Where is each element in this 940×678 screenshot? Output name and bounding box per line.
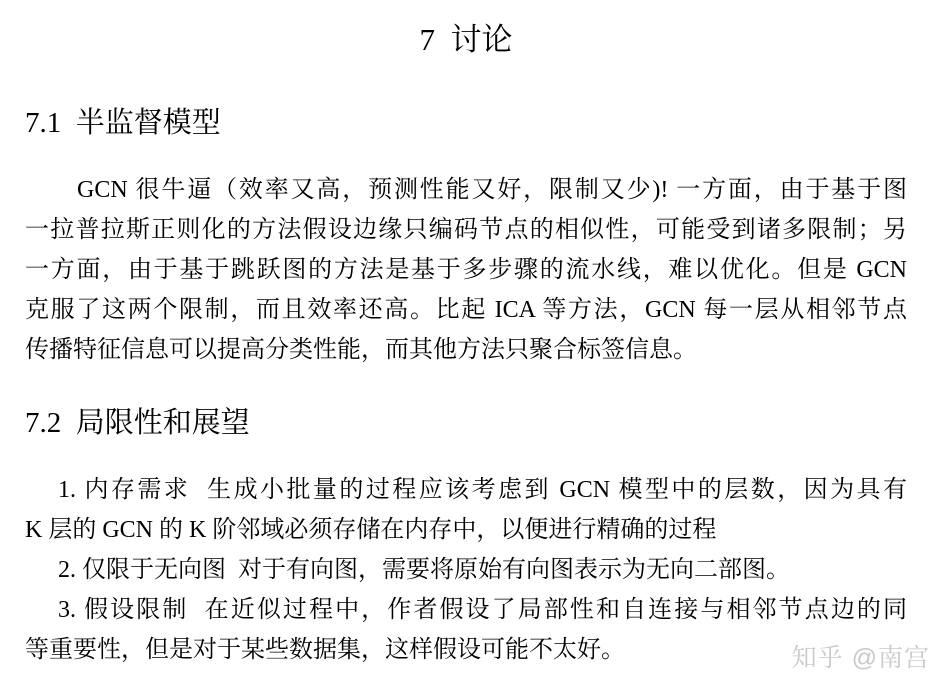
paragraph-semi-supervised xyxy=(25,170,907,370)
text-line: 1. 内存需求 生成小批量的过程应该考虑到 GCN 模型中的层数，因为具有 xyxy=(58,477,907,503)
text-line: 一方面，由于基于跳跃图的方法是基于多步骤的流水线，难以优化。但是 GCN xyxy=(25,257,907,283)
text-line: 克服了这两个限制，而且效率还高。比起 ICA 等方法，GCN 每一层从相邻节点 xyxy=(25,297,907,323)
text-line: 2. 仅限于无向图 对于有向图，需要将原始有向图表示为无向二部图。 xyxy=(58,557,790,583)
text-line: 传播特征信息可以提高分类性能，而其他方法只聚合标签信息。 xyxy=(25,337,697,363)
section-heading-7-1: 7.1 半监督模型 xyxy=(25,107,221,139)
list-item-undirected-only xyxy=(25,550,907,590)
text-line: GCN 很牛逼（效率又高，预测性能又好，限制又少)! 一方面，由于基于图 xyxy=(77,177,907,203)
text-line: 等重要性，但是对于某些数据集，这样假设可能不太好。 xyxy=(25,637,625,663)
watermark: 知乎 @南宫 xyxy=(791,644,930,672)
text-line: 3. 假设限制 在近似过程中，作者假设了局部性和自连接与相邻节点边的同 xyxy=(58,597,907,623)
page-title: 7 讨论 xyxy=(419,22,513,57)
text-line: K 层的 GCN 的 K 阶邻域必须存储在内存中，以便进行精确的过程 xyxy=(25,517,717,543)
list-item-memory-requirement xyxy=(25,470,907,550)
limitations-list xyxy=(25,470,907,670)
text-line: 一拉普拉斯正则化的方法假设边缘只编码节点的相似性，可能受到诸多限制；另 xyxy=(25,217,907,243)
list-item-assumption-limit xyxy=(25,590,907,670)
section-heading-7-2: 7.2 局限性和展望 xyxy=(25,407,250,439)
